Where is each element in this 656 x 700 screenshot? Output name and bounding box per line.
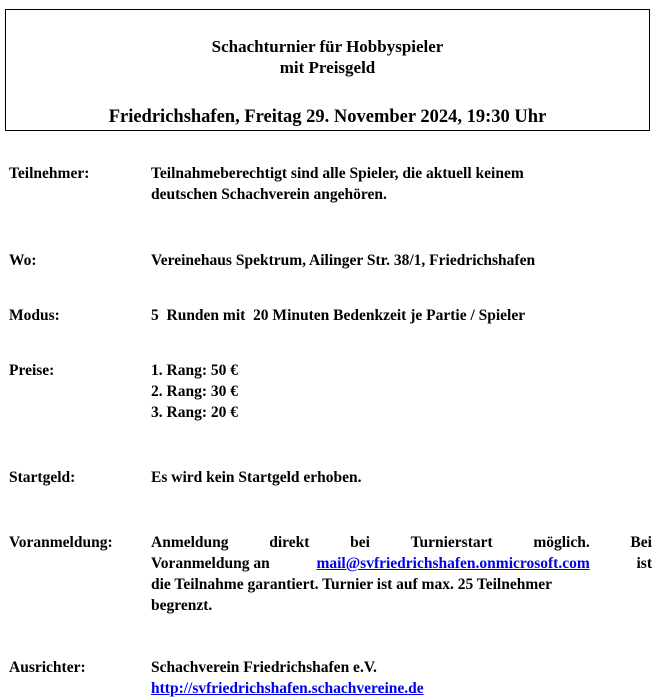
modus-value bbox=[151, 305, 652, 326]
preise-list bbox=[151, 360, 652, 423]
teilnehmer-label: Teilnehmer: bbox=[9, 165, 90, 182]
voranmeldung-word: Turnierstart bbox=[410, 534, 493, 551]
prize-item: 2. Rang: 30 € bbox=[151, 383, 238, 400]
voranmeldung-line-3: die Teilnahme garantiert. Turnier ist auf max. 25 Teilnehmer bbox=[151, 576, 553, 593]
voranmeldung-word: bei bbox=[350, 534, 370, 551]
voranmeldung-word: möglich. bbox=[533, 534, 590, 551]
modus-text: 5 Runden mit 20 Minuten Bedenkzeit je Partie / Spieler bbox=[151, 307, 526, 324]
wo-label: Wo: bbox=[9, 252, 37, 269]
voranmeldung-suffix: ist bbox=[636, 555, 652, 572]
organizer-name: Schachverein Friedrichshafen e.V. bbox=[151, 659, 377, 676]
wo-value bbox=[151, 250, 652, 271]
voranmeldung-line-1 bbox=[151, 532, 652, 553]
teilnehmer-line-1: Teilnahmeberechtigt sind alle Spieler, die aktuell keinem bbox=[151, 165, 524, 182]
header-box bbox=[5, 9, 650, 131]
voranmeldung-word: Bei bbox=[630, 534, 652, 551]
organizer-website-link[interactable]: http://svfriedrichshafen.schachvereine.de bbox=[151, 680, 424, 697]
preise-label: Preise: bbox=[9, 362, 55, 379]
event-date-line: Friedrichshafen, Freitag 29. November 2024, 19:30 Uhr bbox=[108, 107, 547, 127]
voranmeldung-line-4: begrenzt. bbox=[151, 597, 213, 614]
voranmeldung-word: Anmeldung bbox=[151, 534, 229, 551]
wo-address: Vereinehaus Spektrum, Ailinger Str. 38/1, Friedrichshafen bbox=[151, 252, 536, 269]
event-subtitle: mit Preisgeld bbox=[279, 58, 376, 77]
event-title: Schachturnier für Hobbyspieler bbox=[211, 37, 444, 56]
prize-item: 1. Rang: 50 € bbox=[151, 362, 238, 379]
voranmeldung-label: Voranmeldung: bbox=[9, 534, 113, 551]
email-link[interactable]: mail@svfriedrichshafen.onmicrosoft.com bbox=[316, 555, 590, 572]
startgeld-label: Startgeld: bbox=[9, 469, 76, 486]
teilnehmer-line-2: deutschen Schachverein angehören. bbox=[151, 186, 387, 203]
prize-item: 3. Rang: 20 € bbox=[151, 404, 238, 421]
startgeld-value bbox=[151, 467, 652, 488]
modus-label: Modus: bbox=[9, 307, 60, 324]
voranmeldung-word: direkt bbox=[269, 534, 310, 551]
startgeld-text: Es wird kein Startgeld erhoben. bbox=[151, 469, 362, 486]
ausrichter-label: Ausrichter: bbox=[9, 659, 86, 676]
voranmeldung-value bbox=[151, 532, 652, 616]
voranmeldung-prefix: Voranmeldung an bbox=[151, 555, 270, 572]
voranmeldung-line-2 bbox=[151, 553, 652, 574]
teilnehmer-value bbox=[151, 163, 652, 205]
ausrichter-value bbox=[151, 657, 652, 699]
